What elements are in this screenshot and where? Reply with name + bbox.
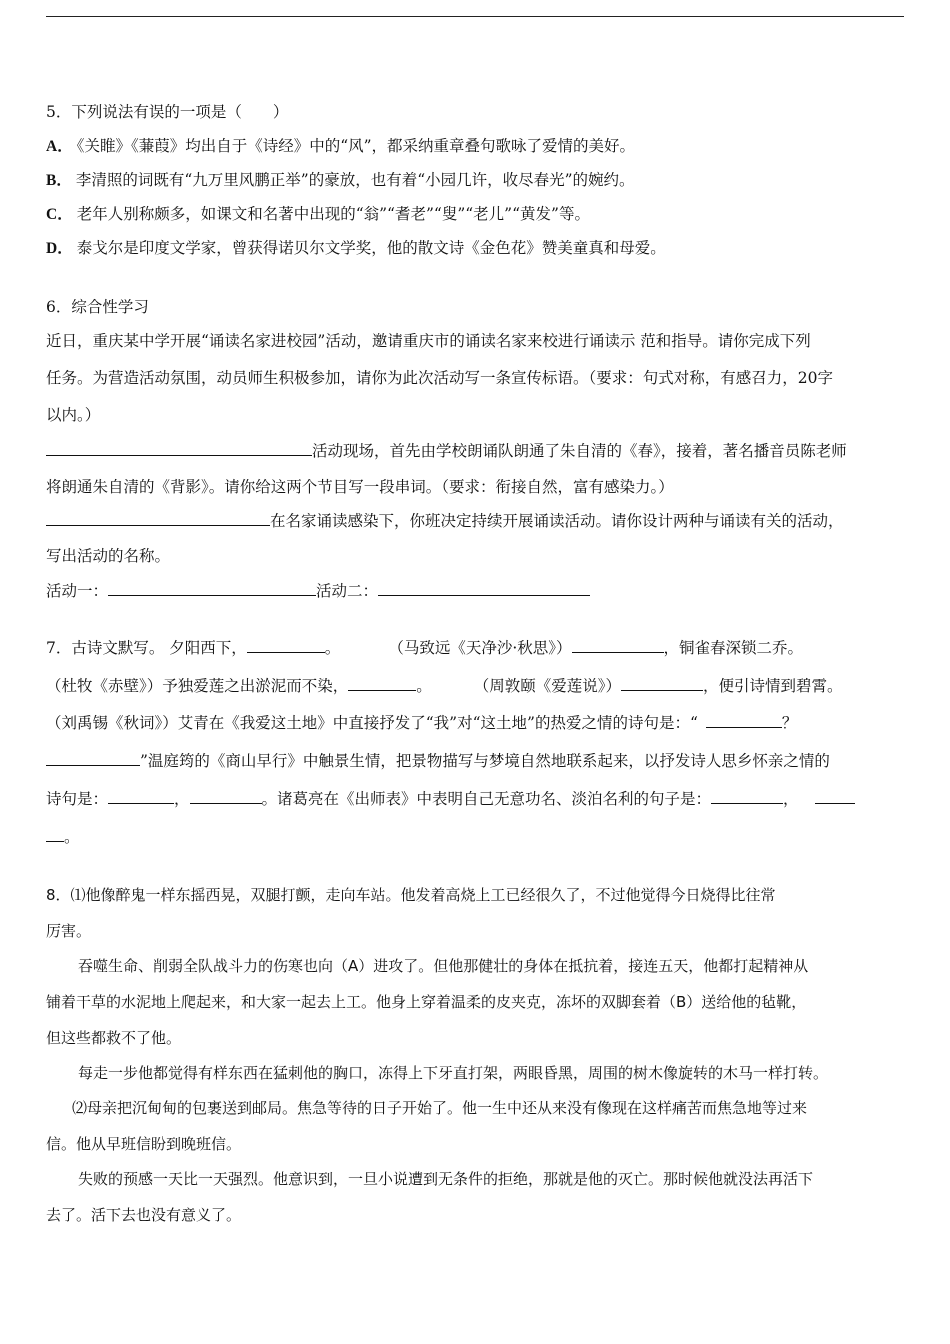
option-text: 泰戈尔是印度文学家，曾获得诺贝尔文学奖，他的散文诗《金色花》赞美童真和母爱。 xyxy=(76,239,666,257)
q7-text: 7．古诗文默写。 夕阳西下， xyxy=(46,639,247,657)
answer-blank[interactable] xyxy=(621,675,703,691)
q6-paragraph-line: 写出活动的名称。 xyxy=(46,547,171,565)
q6-task2-line xyxy=(46,440,847,462)
option-letter: A． xyxy=(46,138,73,155)
q7-text: ”温庭筠的《商山早行》中触景生情，把景物描写与梦境自然地联系起来，以抒发诗人思乡怀亲之情的 xyxy=(140,752,830,770)
q6-text: 活动现场，首先由学校朗诵队朗通了朱自清的《春》，接着，著名播音员陈老师 xyxy=(312,442,847,460)
q7-text: 诗句是： xyxy=(46,790,109,808)
activity-two-label: 活动二： xyxy=(316,582,379,600)
q6-paragraph-line: 将朗通朱自清的《背影》。请你给这两个节目写一段串词。（要求：衔接自然，富有感染力。） xyxy=(46,478,674,496)
q8-paragraph-line: 失败的预感一天比一天强烈。他意识到，一旦小说遭到无条件的拒绝，那就是他的灭亡。那时候他就没法再活下 xyxy=(78,1170,814,1188)
option-letter: C． xyxy=(46,206,73,223)
answer-blank[interactable] xyxy=(572,637,664,653)
answer-blank[interactable] xyxy=(247,637,325,653)
answer-blank[interactable] xyxy=(46,440,312,456)
q8-paragraph-line: 去了。活下去也没有意义了。 xyxy=(46,1206,242,1224)
option-text: 老年人别称颇多，如课文和名著中出现的“翁”“耆老”“叟”“老儿”“黄发”等。 xyxy=(76,205,590,223)
answer-blank[interactable] xyxy=(711,788,783,804)
q6-task3-line xyxy=(46,510,844,532)
q8-paragraph-line: 但这些都救不了他。 xyxy=(46,1029,182,1047)
q8-paragraph-line: 厉害。 xyxy=(46,922,92,940)
option-text: 李清照的词既有“九万里风鹏正举”的豪放，也有着“小园几许，收尽春光”的婉约。 xyxy=(75,171,635,189)
q7-text: 。诸葛亮在《出师表》中表明自己无意功名、淡泊名利的句子是： xyxy=(261,790,712,808)
answer-blank[interactable] xyxy=(706,712,782,728)
answer-blank[interactable] xyxy=(46,510,270,526)
activity-one-blank[interactable] xyxy=(108,580,316,596)
answer-blank[interactable] xyxy=(190,788,262,804)
option-letter: B． xyxy=(46,172,72,189)
q6-activities-line xyxy=(46,580,590,602)
q6-paragraph-line: 近日，重庆某中学开展“诵读名家进校园”活动，邀请重庆市的诵读名家来校进行诵读示 范和指导。请你完成下列 xyxy=(46,332,811,350)
q7-text: （刘禹锡《秋词》）艾青在《我爱这土地》中直接抒发了“我”对“这土地”的热爱之情的诗句是：“ xyxy=(46,714,698,732)
q7-line xyxy=(46,637,803,659)
q7-text: （杜牧《赤壁》）予独爱莲之出淤泥而不染， xyxy=(46,677,349,695)
q7-text: ，便引诗情到碧霄。 xyxy=(703,677,843,695)
q7-line xyxy=(46,675,843,697)
q5-option-b xyxy=(46,169,635,192)
q7-line xyxy=(46,750,830,772)
q7-text: ， xyxy=(174,790,190,808)
answer-blank[interactable] xyxy=(108,788,174,804)
answer-blank[interactable] xyxy=(46,826,64,842)
q7-text: 。 xyxy=(64,828,80,846)
q8-paragraph-line: 每走一步他都觉得有样东西在猛刺他的胸口，冻得上下牙直打架，两眼昏黑，周围的树木像旋转的木马一样打转。 xyxy=(78,1064,829,1082)
header-rule xyxy=(46,16,904,17)
q5-option-a xyxy=(46,135,635,158)
activity-one-label: 活动一： xyxy=(46,582,109,600)
q8-paragraph-line: ⑵母亲把沉甸甸的包裹送到邮局。焦急等待的日子开始了。他一生中还从来没有像现在这样痛苦而焦急地等过来 xyxy=(72,1099,808,1117)
q6-paragraph-line: 任务。为营造活动氛围，动员师生积极参加，请你为此次活动写一条宣传标语。（要求：句式对称，有感召力，20字 xyxy=(46,369,833,387)
q7-line xyxy=(46,788,855,810)
q8-paragraph-line: 8．⑴他像醉鬼一样东摇西晃，双腿打颤，走向车站。他发着高烧上工已经很久了，不过他觉得今日烧得比往常 xyxy=(46,886,776,904)
activity-two-blank[interactable] xyxy=(378,580,590,596)
answer-blank[interactable] xyxy=(46,750,140,766)
q5-option-d xyxy=(46,237,666,260)
q8-paragraph-line: 吞噬生命、削弱全队战斗力的伤寒也向（A）进攻了。但他那健壮的身体在抵抗着，接连五天，他都打起精神从 xyxy=(78,957,809,975)
q6-text: 在名家诵读感染下，你班决定持续开展诵读活动。请你设计两种与诵读有关的活动， xyxy=(270,512,844,530)
q7-line xyxy=(46,712,797,734)
q5-stem: 5．下列说法有误的一项是（ ） xyxy=(46,103,289,121)
answer-blank[interactable] xyxy=(348,675,416,691)
q6-title: 6．综合性学习 xyxy=(46,298,149,316)
q8-paragraph-line: 铺着干草的水泥地上爬起来，和大家一起去上工。他身上穿着温柔的皮夹克，冻坏的双脚套着（B）送给他的毡靴， xyxy=(46,993,807,1011)
q7-text: （马致远《天净沙·秋思》） xyxy=(388,639,572,657)
q7-text: （周敦颐《爱莲说》） xyxy=(473,677,622,695)
option-letter: D． xyxy=(46,240,73,257)
option-text: 《关睢》《蒹葭》均出自于《诗经》中的“风”，都采纳重章叠句歌咏了爱情的美好。 xyxy=(76,137,636,155)
q7-text: ， xyxy=(783,790,799,808)
q7-line xyxy=(46,826,80,848)
q7-text: ？ xyxy=(781,714,798,732)
q5-option-c xyxy=(46,203,590,226)
q7-text: 。 xyxy=(416,677,432,695)
q8-paragraph-line: 信。他从早班信盼到晚班信。 xyxy=(46,1135,242,1153)
q7-text: 。 xyxy=(324,639,341,657)
answer-blank[interactable] xyxy=(815,788,855,804)
q6-paragraph-line: 以内。） xyxy=(46,406,101,424)
q7-text: ，铜雀春深锁二乔。 xyxy=(663,639,804,657)
